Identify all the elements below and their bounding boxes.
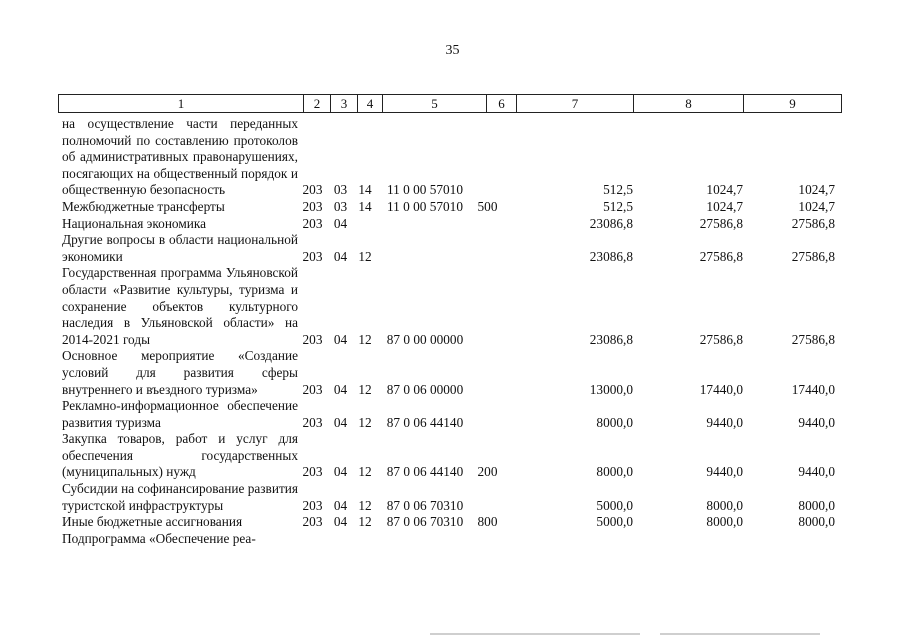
row-code-2: 203 bbox=[302, 215, 323, 231]
row-code-4: 12 bbox=[358, 381, 372, 397]
table-row bbox=[62, 348, 852, 398]
table-row bbox=[62, 531, 852, 548]
table-row bbox=[62, 431, 852, 481]
row-value-7: 8000,0 bbox=[596, 464, 633, 480]
row-value-8: 1024,7 bbox=[706, 182, 743, 198]
row-value-8: 8000,0 bbox=[706, 514, 743, 530]
row-value-8: 27586,8 bbox=[699, 248, 743, 264]
table-header bbox=[58, 94, 842, 113]
row-code-3: 04 bbox=[333, 331, 348, 347]
row-value-7: 512,5 bbox=[603, 182, 633, 198]
row-code-5: 11 0 00 57010 bbox=[387, 182, 463, 198]
row-value-8: 9440,0 bbox=[706, 464, 743, 480]
header-col-1: 1 bbox=[59, 95, 304, 113]
row-code-5: 87 0 06 44140 bbox=[386, 464, 464, 480]
row-value-7: 5000,0 bbox=[596, 497, 633, 513]
row-value-7: 13000,0 bbox=[589, 381, 633, 397]
header-col-4: 4 bbox=[358, 95, 383, 113]
row-name: Основное мероприятие «Создание условий для развития сферы внутреннего и въездного туризма» bbox=[62, 348, 298, 397]
row-value-9: 8000,0 bbox=[798, 514, 835, 530]
row-name: Государственная программа Ульяновской области «Развитие культуры, туризма и сохранение объектов культурного наследия в Ульяновской области» на 2014-2021 годы bbox=[62, 265, 298, 347]
table-row bbox=[62, 265, 852, 348]
row-value-7: 23086,8 bbox=[589, 248, 633, 264]
row-value-8: 9440,0 bbox=[706, 414, 743, 430]
row-code-2: 203 bbox=[302, 198, 323, 214]
table-row bbox=[62, 232, 852, 265]
row-name: Национальная экономика bbox=[62, 215, 207, 231]
row-code-4: 12 bbox=[358, 514, 372, 530]
row-value-9: 1024,7 bbox=[798, 198, 835, 214]
row-code-4: 12 bbox=[358, 497, 372, 513]
row-code-4: 12 bbox=[358, 331, 372, 347]
header-col-3: 3 bbox=[331, 95, 358, 113]
row-value-9: 9440,0 bbox=[798, 464, 835, 480]
row-value-8: 8000,0 bbox=[706, 497, 743, 513]
row-code-6: 800 bbox=[477, 514, 498, 530]
header-col-6: 6 bbox=[487, 95, 517, 113]
row-name: Подпрограмма «Обеспечение реа- bbox=[62, 530, 256, 546]
row-name: на осуществление части переданных полномочий по составлению протоколов об административных правонарушениях, посягающих на общественный порядок и общественную безопасность bbox=[62, 116, 298, 198]
row-code-2: 203 bbox=[302, 381, 323, 397]
row-code-5: 87 0 06 70310 bbox=[386, 497, 464, 513]
row-value-7: 512,5 bbox=[603, 198, 633, 214]
row-value-9: 1024,7 bbox=[798, 182, 835, 198]
header-col-8: 8 bbox=[634, 95, 744, 113]
row-code-5: 87 0 06 70310 bbox=[386, 514, 464, 530]
row-code-2: 203 bbox=[302, 182, 323, 198]
row-code-4: 12 bbox=[358, 464, 372, 480]
row-code-2: 203 bbox=[302, 497, 323, 513]
row-name: Субсидии на софинансирование развития туристской инфраструктуры bbox=[62, 481, 298, 513]
table-row bbox=[62, 216, 852, 233]
row-value-9: 9440,0 bbox=[798, 414, 835, 430]
row-value-8: 17440,0 bbox=[699, 381, 743, 397]
row-code-6: 500 bbox=[477, 198, 498, 214]
row-value-8: 27586,8 bbox=[699, 331, 743, 347]
table-row bbox=[62, 398, 852, 431]
row-value-8: 1024,7 bbox=[706, 198, 743, 214]
header-col-7: 7 bbox=[517, 95, 634, 113]
header-col-9: 9 bbox=[744, 95, 842, 113]
row-code-4: 14 bbox=[358, 182, 372, 198]
row-code-2: 203 bbox=[302, 331, 323, 347]
row-code-5: 87 0 06 00000 bbox=[386, 381, 464, 397]
row-code-3: 03 bbox=[333, 198, 348, 214]
row-code-2: 203 bbox=[302, 514, 323, 530]
table-row bbox=[62, 116, 852, 199]
row-code-3: 04 bbox=[333, 414, 348, 430]
row-code-5: 87 0 00 00000 bbox=[386, 331, 464, 347]
row-value-7: 23086,8 bbox=[589, 215, 633, 231]
row-code-5: 87 0 06 44140 bbox=[386, 414, 464, 430]
row-code-3: 04 bbox=[333, 514, 348, 530]
row-value-7: 5000,0 bbox=[596, 514, 633, 530]
row-name: Межбюджетные трансферты bbox=[62, 198, 225, 214]
row-code-3: 04 bbox=[333, 497, 348, 513]
row-name: Иные бюджетные ассигнования bbox=[62, 514, 243, 530]
row-name: Рекламно-информационное обеспечение развития туризма bbox=[62, 398, 298, 430]
row-value-9: 27586,8 bbox=[791, 331, 835, 347]
row-value-9: 27586,8 bbox=[791, 248, 835, 264]
row-code-3: 03 bbox=[333, 182, 348, 198]
table-row bbox=[62, 481, 852, 514]
row-value-8: 27586,8 bbox=[699, 215, 743, 231]
row-value-7: 8000,0 bbox=[596, 414, 633, 430]
row-value-7: 23086,8 bbox=[589, 331, 633, 347]
budget-table-body bbox=[62, 116, 852, 547]
row-code-6: 200 bbox=[477, 464, 498, 480]
row-code-2: 203 bbox=[302, 248, 323, 264]
header-col-2: 2 bbox=[304, 95, 331, 113]
scan-artifact-line bbox=[660, 633, 820, 635]
header-col-5: 5 bbox=[383, 95, 487, 113]
row-code-4: 14 bbox=[358, 198, 372, 214]
scan-artifact-line bbox=[430, 633, 640, 635]
row-code-3: 04 bbox=[333, 381, 348, 397]
row-name: Другие вопросы в области национальной экономики bbox=[62, 232, 298, 264]
row-code-5: 11 0 00 57010 bbox=[387, 198, 463, 214]
table-row bbox=[62, 199, 852, 216]
row-code-3: 04 bbox=[333, 215, 348, 231]
row-code-2: 203 bbox=[302, 464, 323, 480]
table-row bbox=[62, 514, 852, 531]
page-number: 35 bbox=[445, 43, 460, 58]
row-code-3: 04 bbox=[333, 248, 348, 264]
row-code-3: 04 bbox=[333, 464, 348, 480]
row-value-9: 27586,8 bbox=[791, 215, 835, 231]
row-value-9: 17440,0 bbox=[791, 381, 835, 397]
row-name: Закупка товаров, работ и услуг для обеспечения государственных (муниципальных) нужд bbox=[62, 431, 298, 480]
row-code-4: 12 bbox=[358, 248, 372, 264]
row-code-4: 12 bbox=[358, 414, 372, 430]
row-code-2: 203 bbox=[302, 414, 323, 430]
row-value-9: 8000,0 bbox=[798, 497, 835, 513]
